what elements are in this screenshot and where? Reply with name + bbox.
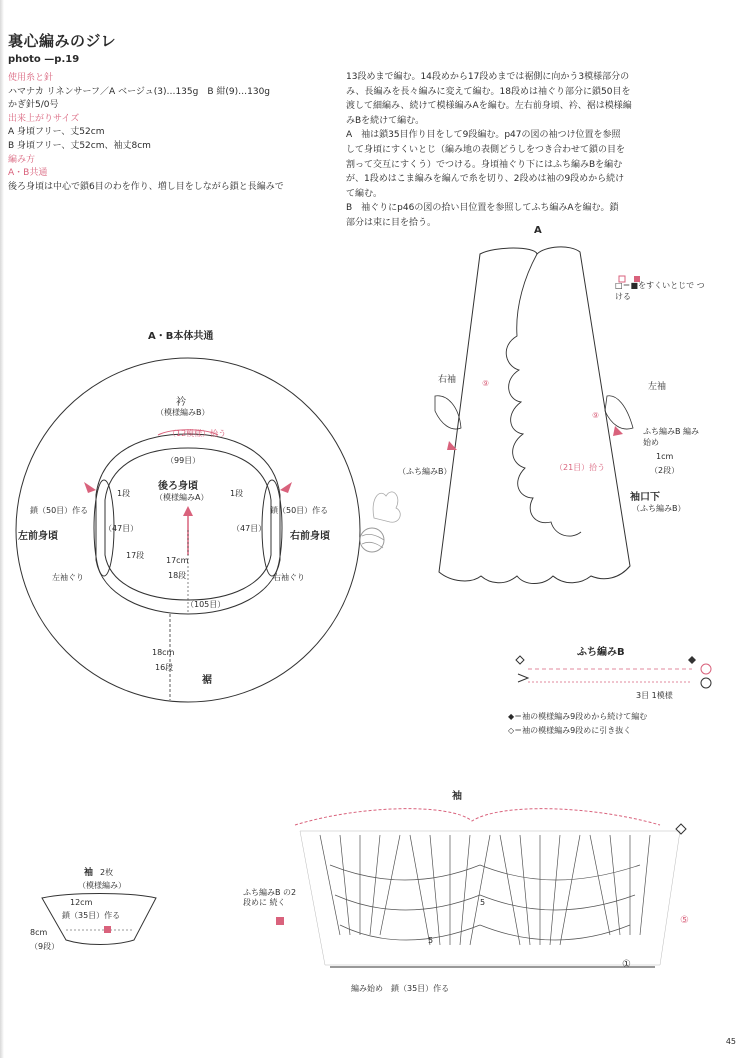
right-front-label: 右前身頃 bbox=[290, 531, 330, 542]
sleeve-chart-5-left: 5 bbox=[428, 936, 434, 945]
vest-a-label: A bbox=[534, 225, 542, 236]
instruction-line: みBを続けて編む。 bbox=[346, 115, 425, 126]
right-sleeve-label: 右袖 bbox=[438, 375, 457, 385]
dim-17cm-label: 17cm bbox=[166, 556, 189, 565]
hem-label: 裾 bbox=[202, 675, 212, 686]
right-armhole-label: 右袖ぐり bbox=[273, 573, 305, 582]
size-b-text: B 身頃フリー、丈52cm、袖丈8cm bbox=[8, 140, 151, 151]
rows-2-label: （2段） bbox=[650, 466, 680, 475]
row-1-right-label: 1段 bbox=[230, 489, 244, 498]
left-sleeve-shape bbox=[605, 396, 633, 429]
dim-1cm-label: 1cm bbox=[656, 452, 674, 461]
edge-b-title: ふち編みB bbox=[577, 647, 625, 658]
right-arrow-marker bbox=[280, 482, 292, 493]
edge-b-left-label: （ふち編みB） bbox=[398, 467, 452, 476]
sleeve-chart-start: 編み始め 鎖（35目）作る bbox=[351, 984, 450, 993]
instruction-line: A 袖は鎖35目作り目をして9段編む。p47の図の袖つけ位置を参照 bbox=[346, 130, 621, 141]
hook-text: かぎ針5/0号 bbox=[8, 100, 59, 111]
collar-label: 衿 bbox=[176, 397, 186, 408]
small-sleeve-8cm: 8cm bbox=[30, 928, 48, 937]
small-sleeve-count: 2枚 bbox=[100, 868, 114, 877]
stitches-47-left-label: （47目） bbox=[104, 524, 139, 533]
chart-row-1-marker: ① bbox=[622, 959, 631, 970]
front-scallop-edge bbox=[506, 254, 581, 536]
small-sleeve-pattern: （模様編み） bbox=[78, 881, 126, 890]
chart-top-edge bbox=[295, 809, 660, 825]
left-front-label: 左前身頃 bbox=[18, 531, 58, 542]
instruction-line: 部分は束に目を拾う。 bbox=[346, 217, 437, 228]
size-a-text: A 身頃フリー、丈52cm bbox=[8, 127, 105, 138]
edge-b-chart bbox=[510, 652, 720, 698]
chart-diamond-icon bbox=[676, 824, 686, 834]
rows-18-label: 18段 bbox=[168, 571, 187, 580]
collar-pick-label: （12模様）拾う bbox=[168, 429, 227, 438]
circle-marker-9: ⑨ bbox=[482, 379, 490, 388]
center-arrow-head bbox=[183, 506, 193, 516]
instruction-line: 13段めまで編む。14段めから17段めまでは裾側に向かう3模様部分の bbox=[346, 72, 630, 82]
instruction-line: 渡して細編み、続けて模様編みAを編む。左右前身頃、衿、裾は模様編 bbox=[346, 101, 632, 112]
instruction-line: が、1段めはこま編みを編んで糸を切り、2段めは袖の9段めから続け bbox=[346, 174, 625, 185]
materials-section bbox=[8, 72, 338, 194]
vest-outline bbox=[439, 247, 630, 584]
chart-row-5-marker: ⑤ bbox=[680, 915, 689, 926]
page-title: 裏心編みのジレ bbox=[8, 32, 117, 50]
small-sleeve-12cm: 12cm bbox=[70, 898, 93, 907]
method-text-1: 後ろ身頃は中心で鎖6目のわを作り、増し目をしながら鎖と長編みで bbox=[8, 181, 284, 192]
edge-b-start-label: ふち編みB 編み始め bbox=[643, 427, 700, 447]
left-arrow-marker bbox=[84, 482, 96, 493]
circle-heading: A・B本体共通 bbox=[148, 331, 214, 342]
back-body-label: 後ろ身頃 bbox=[158, 481, 198, 492]
dim-18cm-label: 18cm bbox=[152, 648, 175, 657]
row-2-circle-icon bbox=[701, 664, 711, 674]
instruction-line: て編む。 bbox=[346, 188, 383, 199]
row-1-left-label: 1段 bbox=[117, 489, 131, 498]
under-arm-label: 袖口下 bbox=[630, 492, 660, 503]
sleeve-chart-title: 袖 bbox=[452, 791, 462, 802]
method-common: A・B共通 bbox=[8, 168, 48, 179]
filled-diamond-icon bbox=[688, 656, 696, 664]
edge-b-note-2: ◇＝袖の模様編み9段めに引き抜く bbox=[508, 726, 632, 735]
start-arrow-icon bbox=[518, 674, 528, 682]
back-pattern-label: （模様編みA） bbox=[155, 493, 209, 502]
edge-b-repeat: 3目 1模様 bbox=[636, 691, 673, 700]
left-armhole-label: 左袖ぐり bbox=[52, 573, 84, 582]
small-sleeve-chain-label: 鎖（35目）作る bbox=[62, 911, 121, 920]
instruction-line: 割って交互にすくう）でつける。身頃袖ぐり下にはふち編みBを編む bbox=[346, 159, 623, 170]
chain-50-left-label: 鎖（50目）作る bbox=[30, 506, 89, 515]
chart-frame bbox=[300, 831, 680, 965]
circle-marker-9b: ⑨ bbox=[592, 411, 600, 420]
small-sleeve-title: 袖 bbox=[84, 868, 94, 878]
instruction-line: して身頃にすくいとじ（編み地の表側どうしをつき合わせて鎖の目を bbox=[346, 144, 626, 155]
rows-16-label: 16段 bbox=[155, 663, 174, 672]
stitches-47-right-label: （47目） bbox=[232, 524, 267, 533]
instruction-line: み、長編みを長々編みに変えて編む。18段めは袖ぐり部分に鎖50目を bbox=[346, 86, 631, 97]
rows-17-label: 17段 bbox=[126, 551, 145, 560]
materials-text: ハマナカ リネンサーフ／A ベージュ(3)…135g B 紺(9)…130g bbox=[8, 86, 271, 97]
right-sleeve-shape bbox=[435, 396, 461, 429]
materials-heading: 使用糸と針 bbox=[8, 73, 54, 83]
join-note: □＝■をすくいとじで つける bbox=[615, 281, 705, 301]
yarn-ball-icon bbox=[360, 528, 384, 552]
chart-fans bbox=[320, 835, 650, 945]
under-arm-pattern-label: （ふち編みB） bbox=[632, 504, 686, 513]
stitches-105-label: （105目） bbox=[186, 600, 226, 609]
instructions-column bbox=[346, 70, 691, 231]
sleeve-chart-note: ふち編みB の2段めに 続く bbox=[243, 888, 297, 907]
size-heading: 出来上がりサイズ bbox=[8, 113, 80, 124]
page-number: 45 bbox=[725, 1037, 736, 1046]
pick-21-label: （21目）拾う bbox=[555, 463, 606, 472]
chain-50-right-label: 鎖（50目）作る bbox=[270, 506, 329, 515]
row-1-circle-icon bbox=[701, 678, 711, 688]
left-marker bbox=[613, 426, 623, 436]
edge-b-note-1: ◆＝袖の模様編み9段めから続けて編む bbox=[508, 712, 648, 721]
collar-pattern-label: （模様編みB） bbox=[156, 408, 210, 417]
left-sleeve-label: 左袖 bbox=[648, 382, 667, 392]
open-diamond-icon bbox=[516, 656, 524, 664]
method-heading: 編み方 bbox=[8, 154, 36, 165]
small-sleeve-rows: （9段） bbox=[30, 942, 60, 951]
sleeve-stitch-chart bbox=[240, 795, 710, 990]
small-sleeve-marker bbox=[104, 926, 111, 933]
photo-reference: photo —p.19 bbox=[8, 54, 80, 65]
chart-join-marker bbox=[276, 917, 284, 925]
sleeve-chart-5-right: 5 bbox=[480, 898, 486, 907]
instruction-line: B 袖ぐりにp46の図の拾い目位置を参照してふち編みAを編む。鎖 bbox=[346, 203, 619, 214]
stitches-99-label: （99目） bbox=[166, 456, 201, 465]
